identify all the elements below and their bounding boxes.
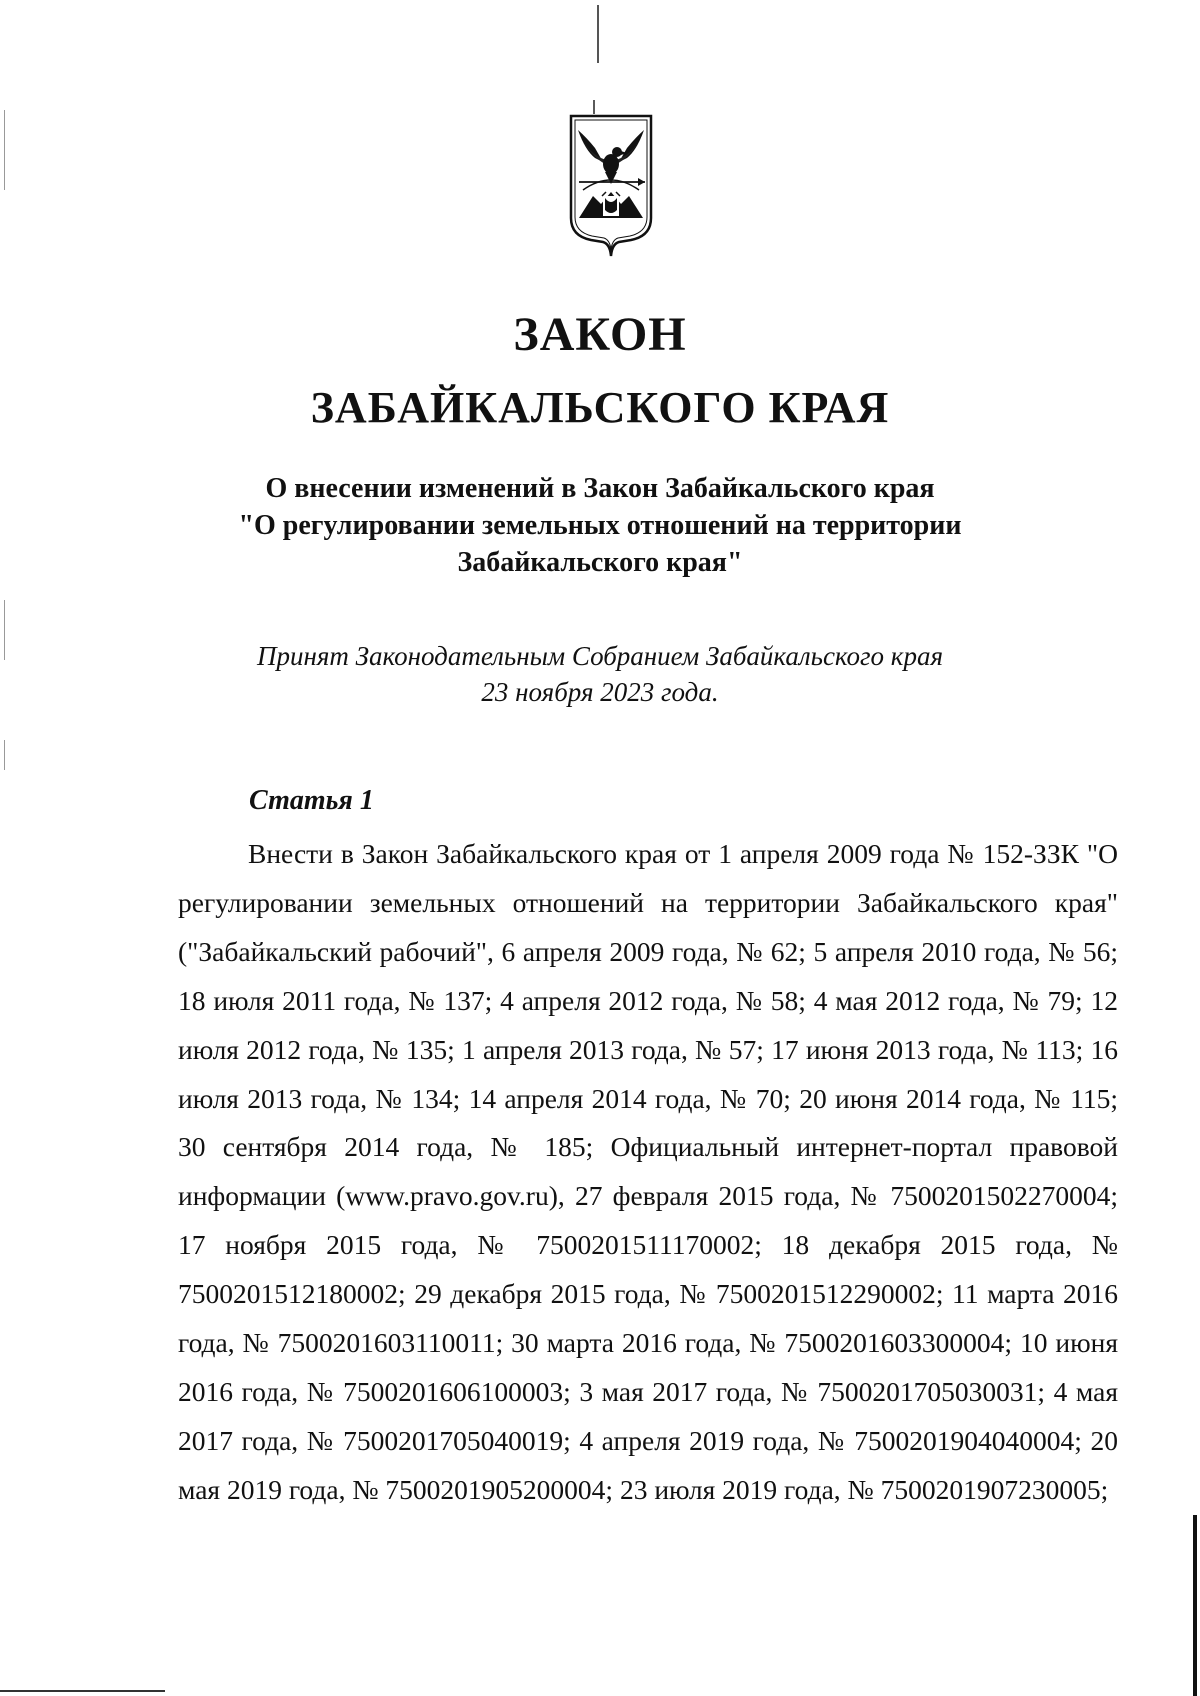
subtitle-line: "О регулировании земельных отношений на территории xyxy=(238,510,962,541)
article-heading: Статья 1 xyxy=(249,785,374,816)
adoption-note xyxy=(150,638,1050,710)
law-subtitle xyxy=(150,470,1050,581)
adoption-date: 23 ноября 2023 года. xyxy=(481,677,719,707)
law-title-line1: ЗАКОН xyxy=(513,308,687,361)
scan-artifact-left-1 xyxy=(4,110,5,190)
scan-artifact-right xyxy=(1193,1515,1197,1696)
adoption-line: Принят Законодательным Собранием Забайкальского края xyxy=(256,641,943,671)
law-title-line2: ЗАБАЙКАЛЬСКОГО КРАЯ xyxy=(310,383,890,432)
scan-artifact-top xyxy=(597,5,599,63)
scan-artifact-left-2 xyxy=(4,600,5,660)
scan-artifact-left-3 xyxy=(4,740,5,770)
subtitle-line: О внесении изменений в Закон Забайкальского края xyxy=(265,473,935,504)
scan-artifact-bottom xyxy=(0,1690,165,1692)
article-body: Внести в Закон Забайкальского края от 1 апреля 2009 года № 152-ЗЗК "О регулировании земельных отношений на территории Забайкальского края" ("Забайкальский рабочий", 6 апреля 2009 года, № 62; 5 апреля 2010 года, № 56; 18 июля 2011 года, № 137; 4 апреля 2012 года, № 58; 4 мая 2012 года, № 79; 12 июля 2012 года, № 135; 1 апреля 2013 года, № 57; 17 июня 2013 года, № 113; 16 июля 2013 года, № 134; 14 апреля 2014 года, № 70; 20 июня 2014 года, № 115; 30 сентября 2014 года, № 185; Официальный интернет-портал правовой информации (www.pravo.gov.ru), 27 февраля 2015 года, № 7500201502270004; 17 ноября 2015 года, № 7500201511170002; 18 декабря 2015 года, № 7500201512180002; 29 декабря 2015 года, № 7500201512290002; 11 марта 2016 года, № 7500201603110011; 30 марта 2016 года, № 7500201603300004; 10 июня 2016 года, № 7500201606100003; 3 мая 2017 года, № 7500201705030031; 4 мая 2017 года, № 7500201705040019; 4 апреля 2019 года, № 7500201904040004; 20 мая 2019 года, № 7500201905200004; 23 июля 2019 года, № 7500201907230005; xyxy=(178,838,1118,1505)
subtitle-line: Забайкальского края" xyxy=(457,547,743,578)
coat-of-arms-emblem xyxy=(565,100,657,262)
